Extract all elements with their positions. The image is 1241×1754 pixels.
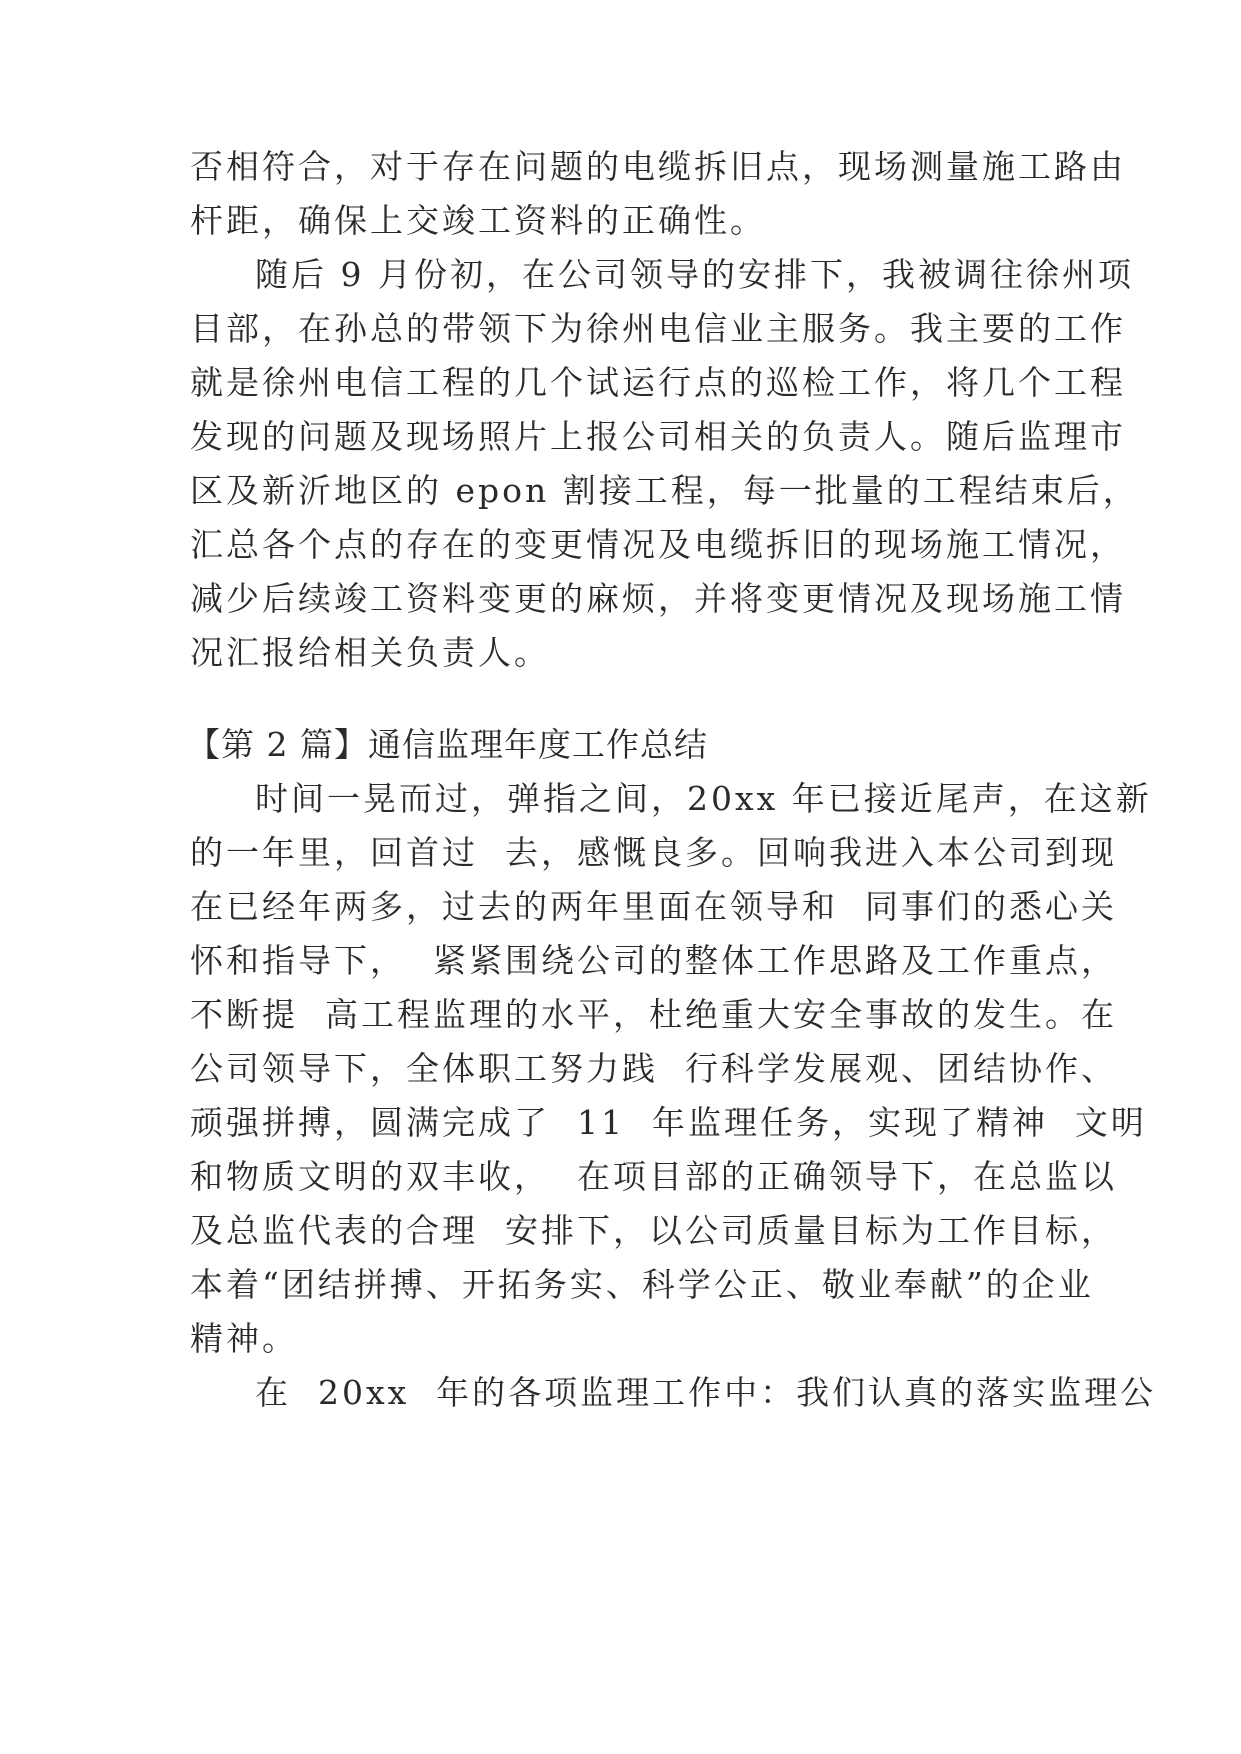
paragraph-line: 和物质文明的双丰收， 在项目部的正确领导下，在总监以 — [190, 1157, 1117, 1196]
paragraph-line: 精神。 — [190, 1319, 298, 1358]
paragraph-line: 本着“团结拼搏、开拓务实、科学公正、敬业奉献”的企业 — [190, 1265, 1094, 1304]
section-heading: 【第 2 篇】通信监理年度工作总结 — [187, 725, 708, 764]
paragraph-line: 在已经年两多，过去的两年里面在领导和 同事们的悉心关 — [190, 887, 1117, 926]
paragraph-line: 减少后续竣工资料变更的麻烦，并将变更情况及现场施工情 — [190, 579, 1126, 618]
paragraph-line: 及总监代表的合理 安排下，以公司质量目标为工作目标， — [190, 1211, 1117, 1250]
paragraph-line: 否相符合，对于存在问题的电缆拆旧点，现场测量施工路由 — [190, 147, 1126, 186]
paragraph-line: 在 20xx 年的各项监理工作中：我们认真的落实监理公 — [255, 1373, 1157, 1412]
paragraph-line: 公司领导下，全体职工努力践 行科学发展观、团结协作、 — [190, 1049, 1117, 1088]
paragraph-line: 发现的问题及现场照片上报公司相关的负责人。随后监理市 — [190, 417, 1126, 456]
paragraph-line: 目部，在孙总的带领下为徐州电信业主服务。我主要的工作 — [190, 309, 1126, 348]
paragraph-line: 况汇报给相关负责人。 — [190, 633, 550, 672]
paragraph-line: 就是徐州电信工程的几个试运行点的巡检工作，将几个工程 — [190, 363, 1126, 402]
paragraph-line: 随后 9 月份初，在公司领导的安排下，我被调往徐州项 — [255, 255, 1134, 294]
paragraph-line: 时间一晃而过，弹指之间，20xx 年已接近尾声，在这新 — [255, 779, 1152, 818]
paragraph-line: 顽强拼搏，圆满完成了 11 年监理任务，实现了精神 文明 — [190, 1103, 1147, 1142]
paragraph-line: 区及新沂地区的 epon 割接工程，每一批量的工程结束后， — [190, 471, 1139, 510]
paragraph-line: 不断提 高工程监理的水平，杜绝重大安全事故的发生。在 — [190, 995, 1117, 1034]
paragraph-line: 汇总各个点的存在的变更情况及电缆拆旧的现场施工情况， — [190, 525, 1126, 564]
paragraph-line: 怀和指导下， 紧紧围绕公司的整体工作思路及工作重点， — [190, 941, 1117, 980]
paragraph-line: 的一年里，回首过 去，感慨良多。回响我进入本公司到现 — [190, 833, 1117, 872]
paragraph-line: 杆距，确保上交竣工资料的正确性。 — [190, 201, 766, 240]
